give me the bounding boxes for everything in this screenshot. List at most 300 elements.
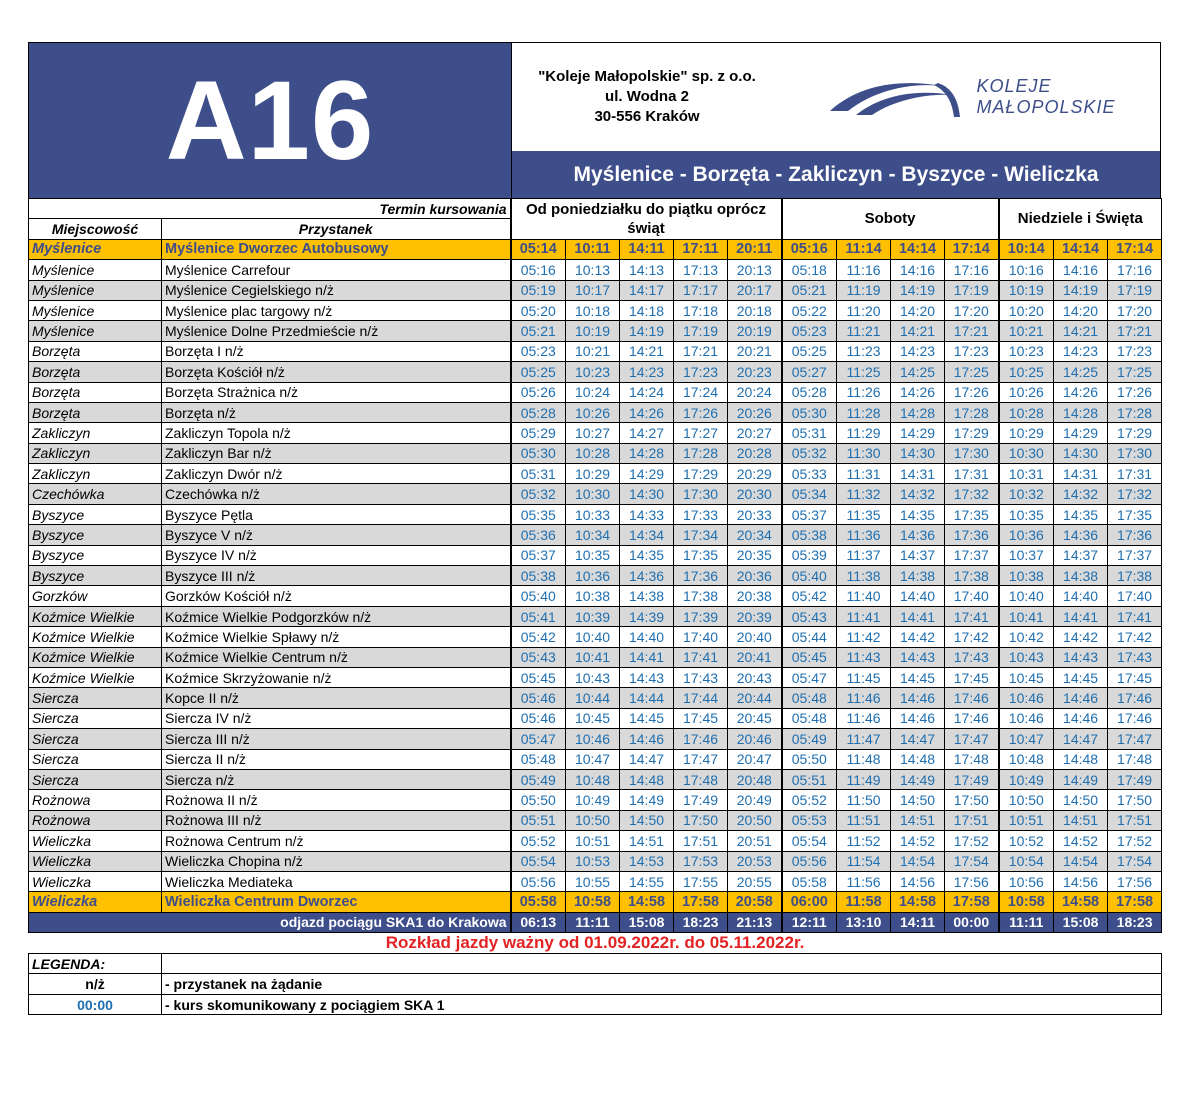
time-cell: 05:32 <box>511 484 566 504</box>
town-cell: Siercza <box>29 729 162 749</box>
time-cell: 05:31 <box>782 423 837 443</box>
time-cell: 17:43 <box>945 647 999 667</box>
time-cell: 11:50 <box>837 790 891 810</box>
time-cell: 14:33 <box>620 504 674 524</box>
time-cell: 20:46 <box>728 729 782 749</box>
time-cell: 14:58 <box>891 892 945 912</box>
time-cell: 05:58 <box>511 892 566 912</box>
time-cell: 17:37 <box>1108 545 1162 565</box>
time-cell: 17:55 <box>674 871 728 891</box>
time-cell: 14:56 <box>891 871 945 891</box>
logo-text <box>976 76 1115 118</box>
stop-cell: Zakliczyn Topola n/ż <box>162 423 511 443</box>
time-cell: 14:55 <box>620 871 674 891</box>
time-cell: 20:23 <box>728 362 782 382</box>
time-cell: 10:26 <box>999 382 1054 402</box>
stop-cell: Siercza III n/ż <box>162 729 511 749</box>
time-cell: 05:48 <box>511 749 566 769</box>
time-cell: 10:48 <box>999 749 1054 769</box>
time-cell: 10:34 <box>566 525 620 545</box>
time-cell: 17:21 <box>674 341 728 361</box>
town-cell: Wieliczka <box>29 851 162 871</box>
time-cell: 17:46 <box>945 688 999 708</box>
logo-swoosh-icon <box>826 67 966 127</box>
time-cell: 17:25 <box>945 362 999 382</box>
town-cell: Czechówka <box>29 484 162 504</box>
time-cell: 10:33 <box>566 504 620 524</box>
stop-cell: Czechówka n/ż <box>162 484 511 504</box>
time-cell: 06:00 <box>782 892 837 912</box>
time-cell: 11:23 <box>837 341 891 361</box>
stop-cell: Borzęta Kościół n/ż <box>162 362 511 382</box>
table-row <box>29 239 1162 259</box>
validity-notice: Rozkład jazdy ważny od 01.09.2022r. do 05.11.2022r. <box>29 933 1162 954</box>
time-cell: 17:23 <box>674 362 728 382</box>
time-cell: 17:44 <box>674 688 728 708</box>
time-cell: 14:48 <box>1054 749 1108 769</box>
time-cell: 20:53 <box>728 851 782 871</box>
time-cell: 10:31 <box>999 464 1054 484</box>
time-cell: 10:38 <box>566 586 620 606</box>
time-cell: 17:50 <box>945 790 999 810</box>
time-cell: 05:26 <box>511 382 566 402</box>
time-cell: 11:30 <box>837 443 891 463</box>
time-cell: 14:27 <box>620 423 674 443</box>
time-cell: 10:32 <box>999 484 1054 504</box>
train-time-cell: 15:08 <box>620 912 674 932</box>
time-cell: 14:21 <box>1054 321 1108 341</box>
table-row <box>29 504 1162 524</box>
time-cell: 17:31 <box>945 464 999 484</box>
time-cell: 14:36 <box>620 566 674 586</box>
time-cell: 10:42 <box>999 627 1054 647</box>
time-cell: 14:54 <box>1054 851 1108 871</box>
time-cell: 14:52 <box>891 831 945 851</box>
table-row <box>29 647 1162 667</box>
town-cell: Borzęta <box>29 402 162 422</box>
time-cell: 17:20 <box>1108 300 1162 320</box>
time-cell: 17:28 <box>674 443 728 463</box>
time-cell: 05:42 <box>782 586 837 606</box>
table-row <box>29 810 1162 830</box>
time-cell: 14:35 <box>620 545 674 565</box>
time-cell: 05:30 <box>782 402 837 422</box>
time-cell: 11:29 <box>837 423 891 443</box>
time-cell: 05:25 <box>511 362 566 382</box>
time-cell: 10:37 <box>999 545 1054 565</box>
time-cell: 14:42 <box>1054 627 1108 647</box>
time-cell: 14:42 <box>891 627 945 647</box>
time-cell: 05:40 <box>782 566 837 586</box>
time-cell: 14:50 <box>620 810 674 830</box>
time-cell: 14:40 <box>891 586 945 606</box>
time-cell: 17:23 <box>1108 341 1162 361</box>
time-cell: 20:24 <box>728 382 782 402</box>
time-cell: 17:49 <box>1108 769 1162 789</box>
train-connection-row <box>29 912 1162 932</box>
time-cell: 14:58 <box>620 892 674 912</box>
train-time-cell: 06:13 <box>511 912 566 932</box>
time-cell: 14:46 <box>620 729 674 749</box>
time-cell: 20:49 <box>728 790 782 810</box>
time-cell: 05:20 <box>511 300 566 320</box>
time-cell: 17:45 <box>674 708 728 728</box>
time-cell: 14:26 <box>1054 382 1108 402</box>
time-cell: 14:36 <box>891 525 945 545</box>
table-row <box>29 627 1162 647</box>
time-cell: 05:48 <box>782 688 837 708</box>
time-cell: 10:49 <box>999 769 1054 789</box>
time-cell: 17:32 <box>1108 484 1162 504</box>
time-cell: 17:29 <box>945 423 999 443</box>
table-row <box>29 382 1162 402</box>
time-cell: 14:38 <box>891 566 945 586</box>
time-cell: 17:46 <box>1108 708 1162 728</box>
time-cell: 17:51 <box>945 810 999 830</box>
time-cell: 17:40 <box>674 627 728 647</box>
table-row <box>29 729 1162 749</box>
time-cell: 17:38 <box>674 586 728 606</box>
table-row <box>29 464 1162 484</box>
stop-cell: Kopce II n/ż <box>162 688 511 708</box>
company-row <box>512 43 1160 151</box>
time-cell: 20:39 <box>728 606 782 626</box>
company-street: ul. Wodna 2 <box>605 88 689 105</box>
time-cell: 14:30 <box>620 484 674 504</box>
table-row <box>29 341 1162 361</box>
time-cell: 17:16 <box>1108 260 1162 280</box>
time-cell: 11:32 <box>837 484 891 504</box>
table-row <box>29 545 1162 565</box>
time-cell: 11:37 <box>837 545 891 565</box>
time-cell: 20:45 <box>728 708 782 728</box>
time-cell: 05:47 <box>511 729 566 749</box>
miejscowosc-header: Miejscowość <box>29 219 162 239</box>
logo-text-line1: KOLEJE <box>976 76 1052 96</box>
time-cell: 10:30 <box>566 484 620 504</box>
time-cell: 10:19 <box>999 280 1054 300</box>
time-cell: 14:40 <box>620 627 674 647</box>
stop-cell: Siercza n/ż <box>162 769 511 789</box>
time-cell: 10:51 <box>999 810 1054 830</box>
time-cell: 17:42 <box>1108 627 1162 647</box>
time-cell: 05:34 <box>782 484 837 504</box>
time-cell: 20:35 <box>728 545 782 565</box>
time-cell: 10:47 <box>999 729 1054 749</box>
table-row <box>29 586 1162 606</box>
table-row <box>29 667 1162 687</box>
time-cell: 20:47 <box>728 749 782 769</box>
saturdays-header: Soboty <box>782 199 999 240</box>
time-cell: 05:49 <box>782 729 837 749</box>
time-cell: 17:14 <box>1108 239 1162 259</box>
time-cell: 17:47 <box>674 749 728 769</box>
legend-text: - przystanek na żądanie <box>162 974 1162 994</box>
time-cell: 10:28 <box>566 443 620 463</box>
time-cell: 10:29 <box>999 423 1054 443</box>
train-time-cell: 14:11 <box>891 912 945 932</box>
time-cell: 10:56 <box>999 871 1054 891</box>
table-row <box>29 708 1162 728</box>
time-cell: 14:29 <box>1054 423 1108 443</box>
time-cell: 14:28 <box>1054 402 1108 422</box>
time-cell: 14:50 <box>891 790 945 810</box>
stop-cell: Zakliczyn Bar n/ż <box>162 443 511 463</box>
table-row <box>29 831 1162 851</box>
train-time-cell: 13:10 <box>837 912 891 932</box>
stop-cell: Rożnowa II n/ż <box>162 790 511 810</box>
time-cell: 14:43 <box>891 647 945 667</box>
time-cell: 17:35 <box>945 504 999 524</box>
time-cell: 11:14 <box>837 239 891 259</box>
time-cell: 05:40 <box>511 586 566 606</box>
time-cell: 11:20 <box>837 300 891 320</box>
time-cell: 17:36 <box>1108 525 1162 545</box>
time-cell: 17:29 <box>1108 423 1162 443</box>
time-cell: 20:18 <box>728 300 782 320</box>
time-cell: 14:11 <box>620 239 674 259</box>
time-cell: 11:49 <box>837 769 891 789</box>
time-cell: 05:14 <box>511 239 566 259</box>
table-row <box>29 484 1162 504</box>
town-cell: Zakliczyn <box>29 423 162 443</box>
town-cell: Siercza <box>29 749 162 769</box>
town-cell: Wieliczka <box>29 831 162 851</box>
stop-cell: Byszyce IV n/ż <box>162 545 511 565</box>
table-row <box>29 321 1162 341</box>
table-row <box>29 260 1162 280</box>
time-cell: 10:44 <box>566 688 620 708</box>
time-cell: 10:55 <box>566 871 620 891</box>
time-cell: 14:45 <box>891 667 945 687</box>
time-cell: 20:34 <box>728 525 782 545</box>
time-cell: 05:41 <box>511 606 566 626</box>
time-cell: 20:19 <box>728 321 782 341</box>
time-cell: 14:46 <box>891 708 945 728</box>
time-cell: 10:45 <box>999 667 1054 687</box>
time-cell: 05:39 <box>782 545 837 565</box>
time-cell: 05:22 <box>782 300 837 320</box>
time-cell: 14:40 <box>1054 586 1108 606</box>
train-time-cell: 00:00 <box>945 912 999 932</box>
time-cell: 10:58 <box>566 892 620 912</box>
time-cell: 14:58 <box>1054 892 1108 912</box>
town-cell: Rożnowa <box>29 810 162 830</box>
time-cell: 11:21 <box>837 321 891 341</box>
town-cell: Zakliczyn <box>29 464 162 484</box>
time-cell: 05:45 <box>782 647 837 667</box>
time-cell: 11:51 <box>837 810 891 830</box>
town-cell: Byszyce <box>29 545 162 565</box>
time-cell: 17:48 <box>1108 749 1162 769</box>
train-time-cell: 11:11 <box>999 912 1054 932</box>
time-cell: 14:19 <box>891 280 945 300</box>
time-cell: 20:13 <box>728 260 782 280</box>
town-cell: Borzęta <box>29 341 162 361</box>
time-cell: 14:47 <box>1054 729 1108 749</box>
time-cell: 10:52 <box>999 831 1054 851</box>
time-cell: 17:41 <box>945 606 999 626</box>
time-cell: 14:49 <box>620 790 674 810</box>
time-cell: 05:50 <box>511 790 566 810</box>
time-cell: 10:43 <box>999 647 1054 667</box>
time-cell: 10:46 <box>999 708 1054 728</box>
time-cell: 11:35 <box>837 504 891 524</box>
table-row <box>29 566 1162 586</box>
time-cell: 05:46 <box>511 708 566 728</box>
time-cell: 20:30 <box>728 484 782 504</box>
town-cell: Wieliczka <box>29 871 162 891</box>
time-cell: 17:46 <box>1108 688 1162 708</box>
time-cell: 10:26 <box>566 402 620 422</box>
time-cell: 05:25 <box>782 341 837 361</box>
table-row <box>29 280 1162 300</box>
time-cell: 20:43 <box>728 667 782 687</box>
time-cell: 17:56 <box>945 871 999 891</box>
time-cell: 14:53 <box>620 851 674 871</box>
time-cell: 11:46 <box>837 708 891 728</box>
train-time-cell: 11:11 <box>566 912 620 932</box>
time-cell: 05:43 <box>511 647 566 667</box>
time-cell: 14:48 <box>891 749 945 769</box>
time-cell: 17:56 <box>1108 871 1162 891</box>
time-cell: 10:16 <box>999 260 1054 280</box>
time-cell: 17:50 <box>1108 790 1162 810</box>
time-cell: 14:38 <box>620 586 674 606</box>
time-cell: 17:45 <box>945 667 999 687</box>
time-cell: 10:49 <box>566 790 620 810</box>
time-cell: 14:32 <box>891 484 945 504</box>
train-time-cell: 21:13 <box>728 912 782 932</box>
time-cell: 14:44 <box>620 688 674 708</box>
validity-row <box>29 933 1162 954</box>
time-cell: 20:29 <box>728 464 782 484</box>
train-connection-label: odjazd pociągu SKA1 do Krakowa <box>29 912 511 932</box>
time-cell: 05:35 <box>511 504 566 524</box>
time-cell: 10:40 <box>566 627 620 647</box>
time-cell: 14:45 <box>620 708 674 728</box>
time-cell: 20:28 <box>728 443 782 463</box>
time-cell: 10:58 <box>999 892 1054 912</box>
header-row-termin <box>29 199 1162 219</box>
town-cell: Byszyce <box>29 566 162 586</box>
legend-key: 00:00 <box>29 994 162 1014</box>
time-cell: 17:35 <box>1108 504 1162 524</box>
time-cell: 17:30 <box>945 443 999 463</box>
time-cell: 10:50 <box>999 790 1054 810</box>
table-row <box>29 300 1162 320</box>
time-cell: 14:23 <box>1054 341 1108 361</box>
time-cell: 14:46 <box>1054 708 1108 728</box>
time-cell: 14:23 <box>891 341 945 361</box>
time-cell: 17:51 <box>1108 810 1162 830</box>
stop-cell: Borzęta Strażnica n/ż <box>162 382 511 402</box>
time-cell: 05:50 <box>782 749 837 769</box>
time-cell: 11:26 <box>837 382 891 402</box>
time-cell: 14:18 <box>620 300 674 320</box>
time-cell: 10:23 <box>566 362 620 382</box>
time-cell: 14:23 <box>620 362 674 382</box>
time-cell: 17:53 <box>674 851 728 871</box>
time-cell: 14:30 <box>1054 443 1108 463</box>
time-cell: 10:48 <box>566 769 620 789</box>
time-cell: 20:27 <box>728 423 782 443</box>
time-cell: 05:58 <box>782 871 837 891</box>
time-cell: 05:52 <box>782 790 837 810</box>
time-cell: 11:45 <box>837 667 891 687</box>
time-cell: 14:21 <box>891 321 945 341</box>
time-cell: 10:50 <box>566 810 620 830</box>
legend-spacer <box>162 954 1162 974</box>
time-cell: 20:40 <box>728 627 782 647</box>
time-cell: 17:19 <box>674 321 728 341</box>
town-cell: Myślenice <box>29 260 162 280</box>
time-cell: 17:32 <box>945 484 999 504</box>
time-cell: 14:26 <box>891 382 945 402</box>
route-number: A16 <box>29 43 511 198</box>
time-cell: 11:36 <box>837 525 891 545</box>
time-cell: 17:26 <box>945 382 999 402</box>
time-cell: 14:16 <box>891 260 945 280</box>
time-cell: 05:28 <box>511 402 566 422</box>
stop-cell: Wieliczka Centrum Dworzec <box>162 892 511 912</box>
time-cell: 17:49 <box>674 790 728 810</box>
time-cell: 14:25 <box>1054 362 1108 382</box>
time-cell: 10:46 <box>999 688 1054 708</box>
time-cell: 10:21 <box>566 341 620 361</box>
time-cell: 11:19 <box>837 280 891 300</box>
stop-cell: Myślenice plac targowy n/ż <box>162 300 511 320</box>
time-cell: 10:25 <box>999 362 1054 382</box>
time-cell: 20:41 <box>728 647 782 667</box>
company-city: 30-556 Kraków <box>594 108 700 125</box>
time-cell: 14:41 <box>891 606 945 626</box>
time-cell: 20:50 <box>728 810 782 830</box>
stop-cell: Borzęta I n/ż <box>162 341 511 361</box>
time-cell: 17:20 <box>945 300 999 320</box>
time-cell: 05:38 <box>782 525 837 545</box>
time-cell: 20:44 <box>728 688 782 708</box>
time-cell: 17:54 <box>945 851 999 871</box>
time-cell: 20:51 <box>728 831 782 851</box>
time-cell: 10:18 <box>566 300 620 320</box>
time-cell: 10:14 <box>999 239 1054 259</box>
time-cell: 17:26 <box>674 402 728 422</box>
time-cell: 17:25 <box>1108 362 1162 382</box>
time-cell: 05:44 <box>782 627 837 647</box>
time-cell: 05:51 <box>782 769 837 789</box>
time-cell: 11:25 <box>837 362 891 382</box>
time-cell: 05:37 <box>511 545 566 565</box>
time-cell: 14:47 <box>891 729 945 749</box>
town-cell: Myślenice <box>29 280 162 300</box>
time-cell: 17:26 <box>1108 382 1162 402</box>
time-cell: 17:27 <box>674 423 728 443</box>
timetable-sheet <box>28 42 1161 1015</box>
time-cell: 10:27 <box>566 423 620 443</box>
stop-cell: Byszyce III n/ż <box>162 566 511 586</box>
time-cell: 10:47 <box>566 749 620 769</box>
time-cell: 05:19 <box>511 280 566 300</box>
time-cell: 14:41 <box>620 647 674 667</box>
time-cell: 17:21 <box>945 321 999 341</box>
time-cell: 11:31 <box>837 464 891 484</box>
time-cell: 05:43 <box>782 606 837 626</box>
sundays-header: Niedziele i Święta <box>999 199 1162 240</box>
time-cell: 20:21 <box>728 341 782 361</box>
time-cell: 14:29 <box>891 423 945 443</box>
time-cell: 17:38 <box>945 566 999 586</box>
